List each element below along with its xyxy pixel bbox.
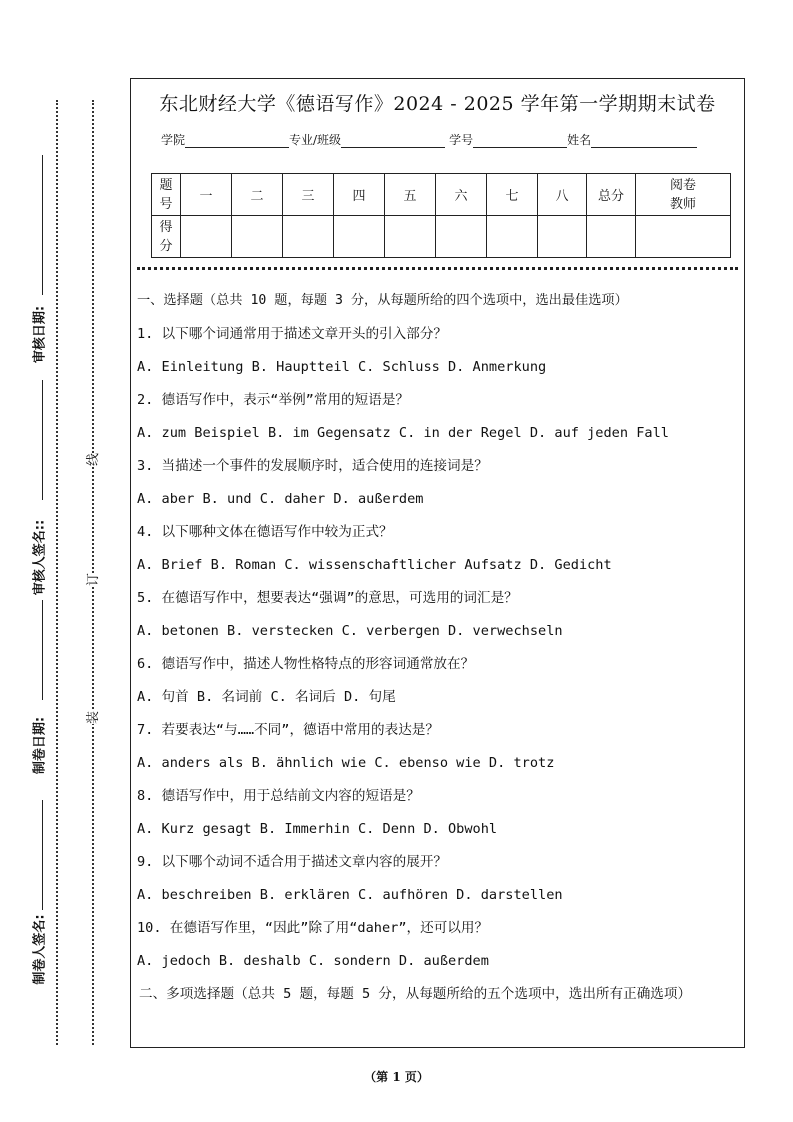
section1-heading: 一、选择题（总共 10 题，每题 3 分，从每题所给的四个选项中，选出最佳选项） [137, 293, 628, 308]
score-cell[interactable] [538, 216, 587, 258]
major-class-field[interactable] [341, 135, 445, 148]
row-head-text: 题 号 [159, 177, 173, 212]
college-label: 学院 [161, 133, 186, 147]
question-8-options: A. Kurz gesagt B. Immerhin C. Denn D. Obwohl [137, 821, 498, 837]
col-head-total: 总分 [587, 174, 636, 216]
section2-heading: 二、多项选择题（总共 5 题，每题 5 分，从每题所给的五个选项中，选出所有正确选项） [139, 986, 692, 1002]
row-head-score-text: 得 分 [159, 219, 173, 254]
prep-date-label: 制卷日期: [32, 716, 48, 775]
binding-char-bind: 装 [80, 711, 103, 724]
score-cell[interactable] [283, 216, 334, 258]
question-2: 2. 德语写作中，表示“举例”常用的短语是？ [137, 392, 410, 408]
question-9-options: A. beschreiben B. erklären C. aufhören D. darstellen [137, 887, 563, 903]
signature-line-reviewer [42, 380, 43, 500]
signature-line-review-date [42, 155, 43, 295]
student-id-label: 学号 [449, 133, 474, 147]
question-10-options: A. jedoch B. deshalb C. sondern D. außerdem [137, 953, 489, 969]
question-1-options: A. Einleitung B. Hauptteil C. Schluss D. Anmerkung [137, 359, 547, 375]
col-head-3: 三 [283, 174, 334, 216]
question-8: 8. 德语写作中，用于总结前文内容的短语是？ [137, 788, 420, 804]
dotted-separator [137, 267, 738, 270]
score-table-header-row [152, 174, 731, 216]
score-cell[interactable] [181, 216, 232, 258]
question-9: 9. 以下哪个动词不适合用于描述文章内容的展开？ [137, 854, 448, 870]
question-4: 4. 以下哪种文体在德语写作中较为正式？ [137, 524, 393, 540]
score-cell[interactable] [436, 216, 487, 258]
col-head-5: 五 [385, 174, 436, 216]
preparer-signature-label: 制卷人签名: [32, 914, 48, 985]
binding-char-staple: 订 [80, 573, 103, 586]
exam-title: 东北财经大学《德语写作》2024 - 2025 学年第一学期期末试卷 [159, 93, 716, 115]
college-field[interactable] [185, 135, 289, 148]
question-7-options: A. anders als B. ähnlich wie C. ebenso wie D. trotz [137, 755, 555, 771]
col-head-4: 四 [334, 174, 385, 216]
col-head-1: 一 [181, 174, 232, 216]
score-cell[interactable] [334, 216, 385, 258]
col-head-8: 八 [538, 174, 587, 216]
question-10: 10. 在德语写作里，“因此”除了用“daher”，还可以用？ [137, 920, 489, 936]
col-head-2: 二 [232, 174, 283, 216]
question-3-options: A. aber B. und C. daher D. außerdem [137, 491, 424, 507]
signature-line-preparer [42, 800, 43, 910]
major-class-label: 专业/班级 [289, 133, 342, 147]
signature-line-prep-date [42, 600, 43, 700]
score-cell[interactable] [385, 216, 436, 258]
student-info-row [161, 131, 697, 148]
col-head-grader [636, 174, 731, 216]
score-table-score-row [152, 216, 731, 258]
name-label: 姓名 [567, 133, 592, 147]
page-number-footer: （第 1 页） [364, 1070, 429, 1084]
exam-frame [130, 78, 745, 1048]
row-head-score [152, 216, 181, 258]
question-5: 5. 在德语写作中，想要表达“强调”的意思，可选用的词汇是？ [137, 590, 518, 606]
name-field[interactable] [591, 135, 697, 148]
score-table [151, 173, 731, 258]
col-head-6: 六 [436, 174, 487, 216]
binding-dotted-line-outer [56, 100, 58, 1045]
score-cell[interactable] [487, 216, 538, 258]
question-7: 7. 若要表达“与……不同”，德语中常用的表达是？ [137, 722, 439, 738]
question-2-options: A. zum Beispiel B. im Gegensatz C. in der Regel D. auf jeden Fall [137, 425, 669, 441]
score-cell[interactable] [232, 216, 283, 258]
question-5-options: A. betonen B. verstecken C. verbergen D. verwechseln [137, 623, 563, 639]
review-date-label: 审核日期: [32, 305, 48, 364]
question-6: 6. 德语写作中，描述人物性格特点的形容词通常放在？ [137, 656, 475, 672]
exam-content [137, 291, 740, 1004]
question-6-options: A. 句首 B. 名词前 C. 名词后 D. 句尾 [137, 689, 396, 705]
question-1: 1. 以下哪个词通常用于描述文章开头的引入部分？ [137, 326, 448, 342]
col-head-7: 七 [487, 174, 538, 216]
grader-text: 阅卷 教师 [669, 177, 696, 212]
binding-char-line: 线 [80, 453, 103, 466]
reviewer-signature-label: 审核人签名:: [32, 519, 48, 596]
row-head-question-number [152, 174, 181, 216]
student-id-field[interactable] [473, 135, 567, 148]
question-4-options: A. Brief B. Roman C. wissenschaftlicher Aufsatz D. Gedicht [137, 557, 612, 573]
question-3: 3. 当描述一个事件的发展顺序时，适合使用的连接词是？ [137, 458, 488, 474]
score-cell-grader[interactable] [636, 216, 731, 258]
score-cell-total[interactable] [587, 216, 636, 258]
